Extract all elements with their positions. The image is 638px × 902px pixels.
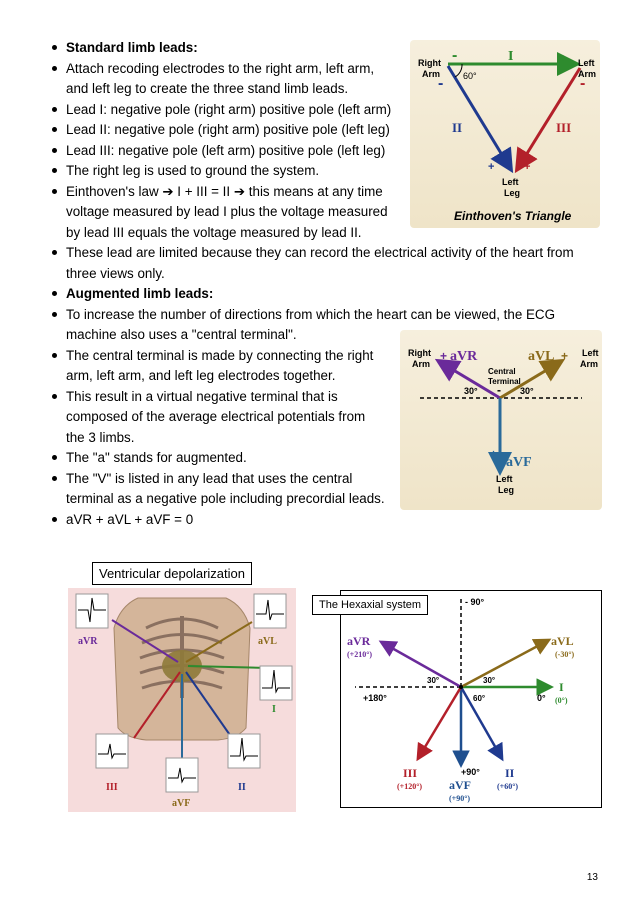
ecg-card-avr <box>76 594 108 628</box>
aug-right-arm-2: Arm <box>412 359 431 369</box>
bullet-dot <box>52 168 57 173</box>
einthoven-triangle-figure <box>410 40 600 228</box>
bullet-line: The right leg is used to ground the system. <box>66 163 320 178</box>
right-arm-label-1: Right <box>418 58 441 68</box>
ecg-card-III <box>96 734 128 768</box>
bullet-line: These lead are limited because they can record the electrical activity of the heart from <box>66 245 574 260</box>
einthoven-svg <box>410 40 600 228</box>
bullet-line: and left leg to create the three stand limb leads. <box>66 81 349 96</box>
vd-avf-label: aVF <box>172 798 191 809</box>
left-leg-label-1: Left <box>502 177 519 187</box>
hex-top-label: - 90° <box>465 597 485 607</box>
avf-label: aVF <box>506 455 532 470</box>
hex-center <box>459 685 463 689</box>
plus-sign-II: + <box>488 161 495 173</box>
augmented-leads-figure <box>400 330 602 510</box>
avr-label: aVR <box>450 349 478 364</box>
bullet-dot <box>52 45 57 50</box>
ventricular-depolarization-figure <box>68 588 296 812</box>
vd-I-label: I <box>272 704 276 715</box>
hex-III-arrow <box>419 687 461 757</box>
plus-sign-III: + <box>524 161 531 173</box>
lead-I-label: I <box>508 49 514 64</box>
angle-arc <box>455 64 462 77</box>
bullet-dot <box>52 189 57 194</box>
bullet-line: This result in a virtual negative terminal that is <box>66 388 338 404</box>
vd-avr-label: aVR <box>78 636 98 647</box>
hex-avf-label: aVF <box>449 778 471 792</box>
hex-bottom-label: +90° <box>461 767 480 777</box>
page-number: 13 <box>586 872 598 883</box>
bullet-line: Lead I: negative pole (right arm) positive pole (left arm) <box>66 101 392 117</box>
torso-svg <box>68 588 296 812</box>
bullet-line: To increase the number of directions from which the heart can be viewed, the ECG <box>66 306 556 322</box>
bullet-line: The central terminal is made by connecting the right <box>66 347 374 363</box>
ecg-card-avf <box>166 758 198 792</box>
hex-II-label: II <box>505 766 515 780</box>
aug-angle-left: 30° <box>464 386 478 396</box>
hex-I-label: I <box>559 680 564 694</box>
hex-left-label: +180° <box>363 693 387 703</box>
bullet-line: aVR + aVL + aVF = 0 <box>66 511 194 527</box>
bullet-dot <box>52 312 57 317</box>
bullet-line: The "V" is listed in any lead that uses the central <box>66 470 353 486</box>
bullet-line: machine also uses a "central terminal". <box>66 327 297 342</box>
aug-plus-avf: + <box>490 447 498 461</box>
bullet-line: the 3 limbs. <box>66 429 135 445</box>
hexaxial-label: The Hexaxial system <box>312 595 428 615</box>
bullet-line: voltage measured by lead I plus the voltage measured <box>66 204 388 219</box>
hex-30-left: 30° <box>427 676 440 685</box>
vd-avl-label: aVL <box>258 636 277 647</box>
hex-II-deg: (+60°) <box>497 782 519 791</box>
minus-sign-III: - <box>580 75 586 92</box>
hex-I-deg: (0°) <box>555 696 568 705</box>
ecg-card-II <box>228 734 260 768</box>
hex-avr-arrow <box>383 643 461 687</box>
angle-label: 60° <box>463 71 477 81</box>
hex-III-deg: (+120°) <box>397 782 423 791</box>
hex-avl-deg: (-30°) <box>555 650 575 659</box>
bullet-dot <box>52 455 57 460</box>
bullet-dot <box>52 127 57 132</box>
bullet-line: Lead II: negative pole (right arm) positive pole (left leg) <box>66 122 390 137</box>
lead-II-label: II <box>452 120 463 135</box>
aug-plus-avl: + <box>561 349 569 363</box>
aug-left-leg-2: Leg <box>498 485 515 495</box>
vd-II-label: II <box>238 782 246 793</box>
aug-left-arm-1: Left <box>582 348 599 358</box>
aug-minus: - <box>497 383 501 397</box>
hex-avr-deg: (+210°) <box>347 650 373 659</box>
lead-II-arrow <box>448 66 510 168</box>
avl-label: aVL <box>528 349 555 364</box>
bullet-text <box>66 510 604 531</box>
right-arm-label-2: Arm <box>422 69 441 79</box>
bullet-text <box>66 243 604 284</box>
bullet-line: terminal as a negative pole including precordial leads. <box>66 491 385 506</box>
ecg-card-avl <box>254 594 286 628</box>
ecg-card-I <box>260 666 292 700</box>
left-arm-label-2: Arm <box>578 69 597 79</box>
left-arm-label-1: Left <box>578 58 595 68</box>
bullet-dot <box>52 291 57 296</box>
minus-sign-top-left: - <box>452 47 458 64</box>
bullet-line: The "a" stands for augmented. <box>66 450 247 465</box>
bullet-dot <box>52 107 57 112</box>
bullet-line: by lead III equals the voltage measured by lead II. <box>66 224 362 240</box>
bullet-line: Attach recoding electrodes to the right arm, left arm, <box>66 60 375 76</box>
aug-left-leg-1: Left <box>496 474 513 484</box>
bullet-dot <box>52 353 57 358</box>
bullet-line: Einthoven's law ➔ I + III = II ➔ this means at any time <box>66 183 383 199</box>
bullet-line: composed of the average electrical potentials from <box>66 409 366 424</box>
ventricular-depolarization-label: Ventricular depolarization <box>92 562 252 585</box>
bullet-dot <box>52 250 57 255</box>
lead-III-arrow <box>518 68 580 168</box>
central-terminal-2: Terminal <box>488 377 521 386</box>
hex-avr-label: aVR <box>347 634 371 648</box>
bullet-dot <box>52 394 57 399</box>
hexaxial-svg <box>341 591 601 807</box>
augmented-svg <box>400 330 602 510</box>
aug-right-arm-1: Right <box>408 348 431 358</box>
aug-plus-avr: + <box>440 349 448 363</box>
aug-left-arm-2: Arm <box>580 359 599 369</box>
bullet-dot <box>52 476 57 481</box>
bullet-line: arm, left arm, and left leg electrodes together. <box>66 368 336 383</box>
plus-sign-top-right: + <box>560 53 567 65</box>
hex-avl-arrow <box>461 641 547 687</box>
minus-sign-II: - <box>438 75 444 92</box>
hex-30-right: 30° <box>483 676 496 685</box>
hex-III-label: III <box>403 766 418 780</box>
hex-zero-label: 0° <box>537 693 546 703</box>
lead-III-label: III <box>556 120 572 135</box>
bullet-text <box>66 284 604 305</box>
hexaxial-figure <box>340 590 602 808</box>
bullet-line: three views only. <box>66 265 165 281</box>
bullet-line: Augmented limb leads: <box>66 286 214 301</box>
bullet-line: Standard limb leads: <box>66 40 198 55</box>
vd-III-label: III <box>106 782 118 793</box>
hex-60-label: 60° <box>473 694 486 703</box>
bullet-line: Lead III: negative pole (left arm) positive pole (left leg) <box>66 142 386 158</box>
central-terminal-1: Central <box>488 367 516 376</box>
aug-angle-right: 30° <box>520 386 534 396</box>
bullet-dot <box>52 66 57 71</box>
hex-avf-deg: (+90°) <box>449 794 471 803</box>
bullet-dot <box>52 517 57 522</box>
einthoven-caption: Einthoven's Triangle <box>454 209 572 223</box>
hex-avl-label: aVL <box>551 634 574 648</box>
left-leg-label-2: Leg <box>504 188 521 198</box>
bullet-dot <box>52 148 57 153</box>
